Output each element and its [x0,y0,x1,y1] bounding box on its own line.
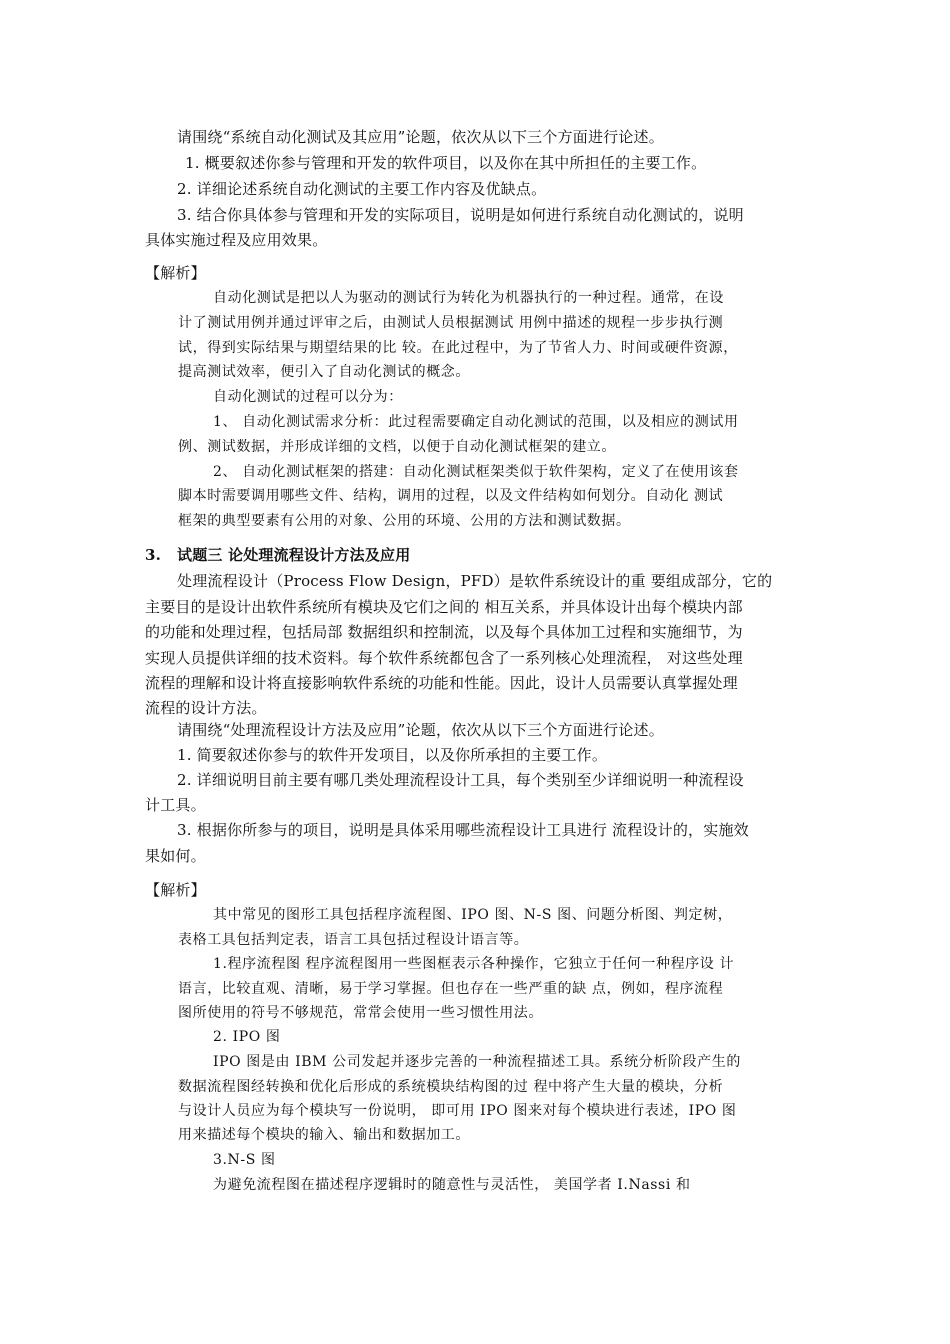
q3-prompt: 请围绕“处理流程设计方法及应用”论题，依次从以下三个方面进行论述。 [177,721,664,739]
q3-analysis-line: IPO 图是由 IBM 公司发起并逐步完善的一种流程描述工具。系统分析阶段产生的 [213,1054,741,1070]
q2-point-1: 1. 概要叙述你参与管理和开发的软件项目，以及你在其中所担任的主要工作。 [185,154,707,172]
q2-point-2: 2. 详细论述系统自动化测试的主要工作内容及优缺点。 [177,180,547,198]
q3-analysis-line: 图所使用的符号不够规范，常常会使用一些习惯性用法。 [178,1005,543,1021]
q2-prompt: 请围绕“系统自动化测试及其应用”论题，依次从以下三个方面进行论述。 [177,128,664,146]
q3-analysis-line: 语言，比较直观、清晰，易于学习掌握。但也存在一些严重的缺 点，例如，程序流程 [178,981,724,997]
q2-analysis-line: 试，得到实际结果与期望结果的比 较。在此过程中，为了节省人力、时间或硬件资源， [178,340,738,356]
q3-number: 3. [145,546,162,564]
q2-analysis-line: 例、测试数据，并形成详细的文档，以便于自动化测试框架的建立。 [178,439,616,455]
q2-point-3: 3. 结合你具体参与管理和开发的实际项目，说明是如何进行系统自动化测试的，说明 [177,206,744,224]
q2-analysis-line: 计了测试用例并通过评审之后，由测试人员根据测试 用例中描述的规程一步步执行测 [178,315,724,331]
q3-analysis-line: 其中常见的图形工具包括程序流程图、IPO 图、N-S 图、问题分析图、判定树， [213,907,733,923]
q2-analysis-line: 1、 自动化测试需求分析：此过程需要确定自动化测试的范围，以及相应的测试用 [213,414,739,430]
q3-intro-line: 流程的理解和设计将直接影响软件系统的功能和性能。因此，设计人员需要认真掌握处理 [145,674,738,692]
q3-point-2-cont: 计工具。 [145,796,206,814]
q2-analysis-line: 脚本时需要调用哪些文件、结构，调用的过程，以及文件结构如何划分。自动化 测试 [178,488,724,504]
q2-analysis-line: 框架的典型要素有公用的对象、公用的环境、公用的方法和测试数据。 [178,513,631,529]
q3-intro-line: 流程的设计方法。 [145,699,267,717]
q3-analysis-label: 【解析】 [145,881,206,899]
q3-analysis-line: 用来描述每个模块的输入、输出和数据加工。 [178,1127,470,1143]
q2-analysis-line: 自动化测试是把以人为驱动的测试行为转化为机器执行的一种过程。通常，在设 [213,290,724,306]
q2-analysis-line: 2、 自动化测试框架的搭建：自动化测试框架类似于软件架构，定义了在使用该套 [213,464,739,480]
q2-analysis-line: 提高测试效率，便引入了自动化测试的概念。 [178,364,470,380]
q3-intro-line: 主要目的是设计出软件系统所有模块及它们之间的 相互关系，并具体设计出每个模块内部 [145,598,743,616]
q3-point-3: 3. 根据你所参与的项目，说明是具体采用哪些流程设计工具进行 流程设计的，实施效 [177,821,749,839]
q3-analysis-line: 3.N-S 图 [213,1152,276,1168]
q2-analysis-label: 【解析】 [145,264,206,282]
q3-intro-line: 的功能和处理过程，包括局部 数据组织和控制流，以及每个具体加工过程和实施细节，为 [145,623,743,641]
q3-point-2: 2. 详细说明目前主要有哪几类处理流程设计工具，每个类别至少详细说明一种流程设 [177,771,744,789]
q3-intro-line: 处理流程设计（Process Flow Design，PFD）是软件系统设计的重 要组成部分，它的 [177,572,773,590]
q2-point-3-cont: 具体实施过程及应用效果。 [145,231,328,249]
q3-point-3-cont: 果如何。 [145,847,206,865]
q3-analysis-line: 表格工具包括判定表，语言工具包括过程设计语言等。 [178,932,529,948]
q3-intro-line: 实现人员提供详细的技术资料。每个软件系统都包含了一系列核心处理流程， 对这些处理 [145,649,743,667]
q3-analysis-line: 2. IPO 图 [213,1029,281,1045]
q3-analysis-line: 数据流程图经转换和优化后形成的系统模块结构图的过 程中将产生大量的模块，分析 [178,1079,724,1095]
q3-title: 试题三 论处理流程设计方法及应用 [177,546,411,564]
q3-analysis-line: 与设计人员应为每个模块写一份说明， 即可用 IPO 图来对每个模块进行表述，IPO 图 [178,1103,737,1119]
q3-analysis-line: 1.程序流程图 程序流程图用一些图框表示各种操作，它独立于任何一种程序设 计 [213,956,735,972]
q3-analysis-line: 为避免流程图在描述程序逻辑时的随意性与灵活性， 美国学者 I.Nassi 和 [213,1177,691,1193]
q2-analysis-line: 自动化测试的过程可以分为： [213,389,403,405]
q3-point-1: 1. 简要叙述你参与的软件开发项目，以及你所承担的主要工作。 [177,746,608,764]
